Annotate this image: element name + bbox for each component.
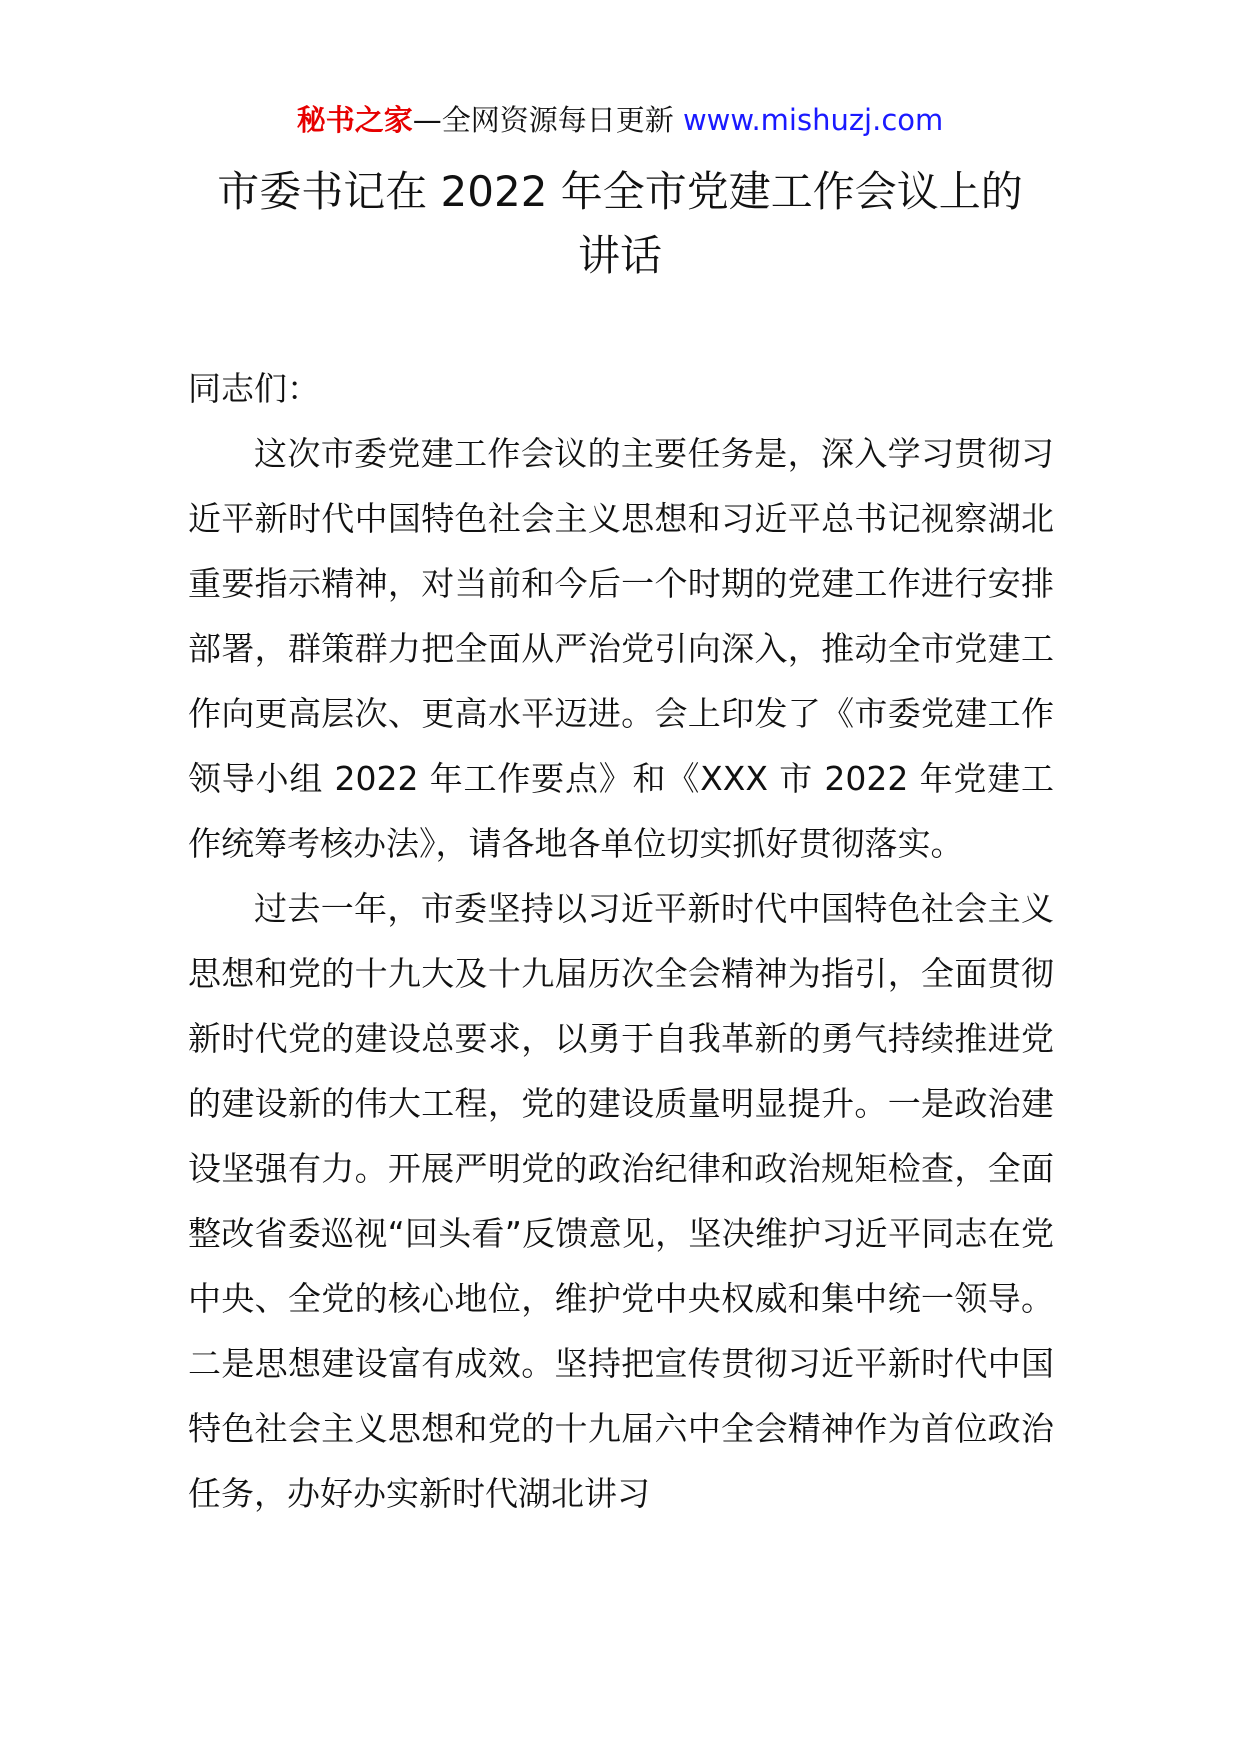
brand-name: 秘书之家 [296,103,413,137]
site-url-link[interactable]: www.mishuzj.com [682,103,944,137]
paragraph-1: 这次市委党建工作会议的主要任务是，深入学习贯彻习近平新时代中国特色社会主义思想和习近平总书记视察湖北重要指示精神，对当前和今后一个时期的党建工作进行安排部署，群策群力把全面从严治党引向深入，推动全市党建工作向更高层次、更高水平迈进。会上印发了《市委党建工作领导小组 2022 年工作要点》和《XXX 市 2022 年党建工作统筹考核办法》，请各地各单位切实抓好贯彻落实。 [188,434,1054,863]
paragraph-2: 过去一年，市委坚持以习近平新时代中国特色社会主义思想和党的十九大及十九届历次全会精神为指引，全面贯彻新时代党的建设总要求，以勇于自我革新的勇气持续推进党的建设新的伟大工程，党的建设质量明显提升。一是政治建设坚强有力。开展严明党的政治纪律和政治规矩检查，全面整改省委巡视“回头看”反馈意见，坚决维护习近平同志在党中央、全党的核心地位，维护党中央权威和集中统一领导。二是思想建设富有成效。坚持把宣传贯彻习近平新时代中国特色社会主义思想和党的十九届六中全会精神作为首位政治任务，办好办实新时代湖北讲习 [188,889,1054,1513]
salutation: 同志们： [188,369,320,408]
header-tagline: —全网资源每日更新 [412,103,674,137]
site-header [0,100,1240,140]
document-title [150,160,1090,288]
document-body [188,356,1054,1526]
title-line-2: 讲话 [577,231,662,280]
title-line-1: 市委书记在 2022 年全市党建工作会议上的 [217,167,1023,216]
